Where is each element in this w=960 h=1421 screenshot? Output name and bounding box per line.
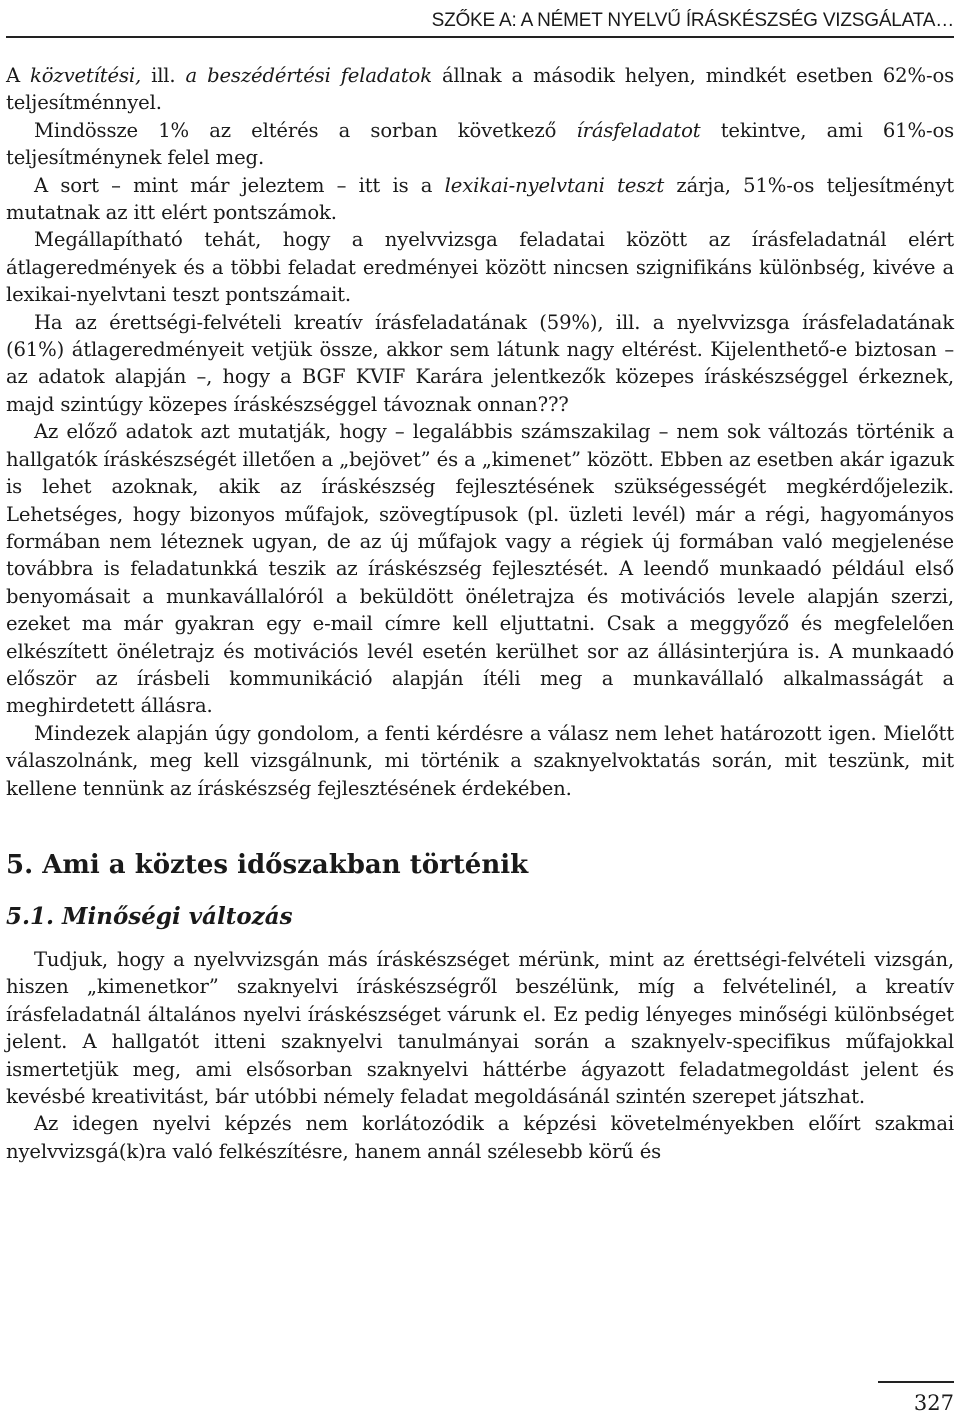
paragraph	[6, 117, 954, 172]
italic-term: közvetítési,	[30, 64, 142, 87]
paragraph: Tudjuk, hogy a nyelvvizsgán más íráskészséget mérünk, mint az érettségi-felvételi vizsgán, hiszen „kimenetkor” szaknyelvi íráskészségről beszélünk, míg a felvételinél, a kreatív írásfeladatnál általános nyelvi íráskészséget várunk el. Ez pedig lényeges minőségi különbséget jelent. A hallgatót itteni szaknyelvi tanulmányai során a szaknyelv-specifikus műfajokkal ismertetjük meg, ami elsősorban szaknyelvi háttérbe ágyazott feladatmegoldást jelent és kevésbé kreativitást, bár utóbbi némely feladat megoldásánál szintén szerepet játszhat.	[6, 947, 954, 1108]
text-run: zárja, 51%-os teljesítményt mutatnak az itt elért pontszámok.	[6, 173, 954, 225]
italic-term: írásfeladatot	[576, 118, 701, 142]
footer-rule	[878, 1381, 954, 1383]
paragraph: Az idegen nyelvi képzés nem korlátozódik a képzési követelményekben előírt szakmai nyelvvizsgá(k)ra való felkészítésre, hanem annál szélesebb körű és	[6, 1112, 954, 1163]
text-run: A sort – mint már jeleztem – itt is a	[34, 173, 445, 197]
text-run: ill.	[141, 64, 186, 87]
page-body	[6, 62, 954, 1165]
section-heading: 5. Ami a köztes időszakban történik	[6, 849, 529, 880]
paragraph: Mindezek alapján úgy gondolom, a fenti kérdésre a válasz nem lehet határozott igen. Mielőtt válaszolnánk, meg kell vizsgálnunk, mi történik a szaknyelvoktatás során, mit teszünk, mit kellene tennünk az íráskészség fejlesztésének érdekében.	[6, 721, 954, 800]
paragraph: Az előző adatok azt mutatják, hogy – legalábbis számszakilag – nem sok változás történik a hallgatók íráskészségét illetően a „bejövet” és a „kimenet” között. Ebben az esetben akár igazuk is lehet azoknak, akik az íráskészség fejlesztésének szükségességét megkérdőjelezik. Lehetséges, hogy bizonyos műfajok, szövegtípusok (pl. üzleti levél) már a régi, hagyományos formában nem léteznek ugyan, de az új műfajok vagy a régiek új formában való megjelenése továbbra is feladatunkká teszik az íráskészség fejlesztését. A leendő munkaadó például első benyomásait a munkavállalóról a beküldött önéletrajza és motivációs levele alapján szerzi, ezeket ma már gyakran egy e-mail címre kell eljuttatni. Csak a meggyőző és megfelelően elkészített önéletrajz és motivációs levél esetén kerülhet sor az állásinterjúra is. A munkaadó először az írásbeli kommunikáció alapján ítéli meg a munkavállaló alkalmasságát a meghirdetett állásra.	[6, 420, 954, 718]
text-run: állnak a második helyen, mindkét esetben 62%-os teljesítménnyel.	[6, 64, 954, 115]
paragraph: Megállapítható tehát, hogy a nyelvvizsga feladatai között az írásfeladatnál elért átlageredmények és a többi feladat eredményei között nincsen szignifikáns különbség, kivéve a lexikai-nyelvtani teszt pontszámait.	[6, 228, 954, 307]
running-title: SZŐKE A: A NÉMET NYELVŰ ÍRÁSKÉSZSÉG VIZSGÁLATA…	[431, 10, 954, 31]
paragraph	[6, 172, 954, 227]
subsection-heading: 5.1. Minőségi változás	[6, 902, 293, 930]
italic-term: lexikai-nyelvtani teszt	[444, 173, 665, 197]
running-header	[6, 6, 954, 38]
text-run: A	[6, 64, 31, 87]
text-run: Mindössze 1% az eltérés a sorban következő	[34, 118, 577, 142]
italic-term: a beszédértési feladatok	[185, 64, 432, 87]
paragraph	[6, 62, 954, 117]
page-number: 327	[913, 1391, 954, 1415]
text-run: tekintve, ami 61%-os teljesítménynek felel meg.	[6, 118, 954, 170]
paragraph: Ha az érettségi-felvételi kreatív írásfeladatának (59%), ill. a nyelvvizsga írásfeladatának (61%) átlageredményeit vetjük össze, akkor sem látunk nagy eltérést. Kijelenthető-e biztosan – az adatok alapján –, hogy a BGF KVIF Karára jelentkezők közepes íráskészséggel érkeznek, majd szintúgy közepes íráskészséggel távoznak onnan???	[6, 310, 954, 416]
